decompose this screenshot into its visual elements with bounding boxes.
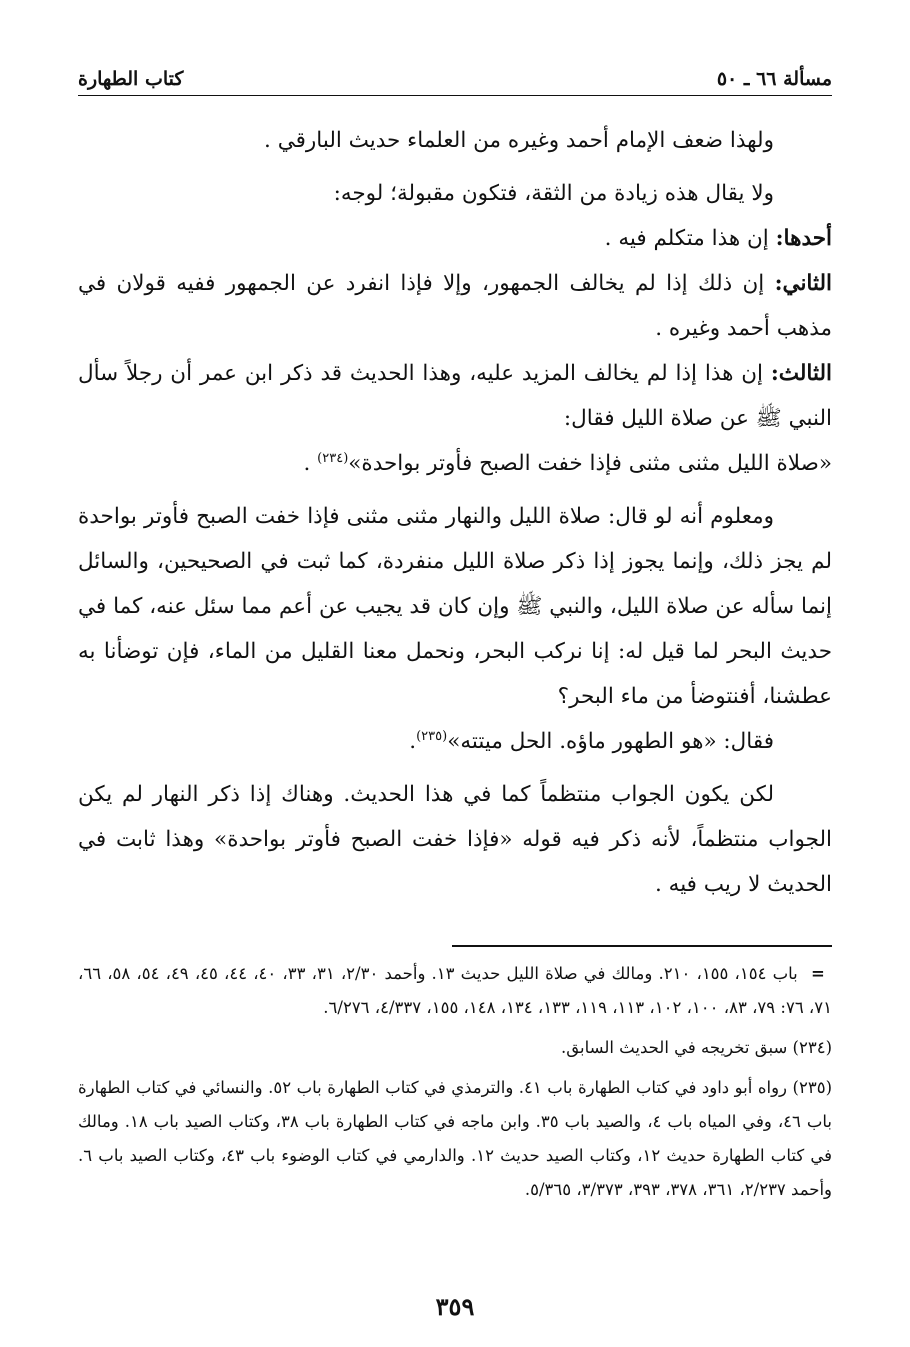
footnote-235-number: (٢٣٥): [792, 1078, 832, 1097]
footnote-separator: [452, 945, 832, 947]
paragraph-second-reason: [78, 261, 832, 351]
header-book-title: كتاب الطهارة: [78, 68, 184, 91]
continuation-mark: =: [811, 964, 825, 983]
main-text: [78, 118, 832, 915]
hadith-quote-2: [78, 719, 832, 764]
hadith-quote-2-text: فقال: «هو الطهور ماؤه. الحل ميتته»: [447, 729, 774, 754]
second-reason-text: إن ذلك إذا لم يخالف الجمهور، وإلا فإذا انفرد عن الجمهور ففيه قولان في مذهب أحمد وغيره .: [78, 271, 832, 341]
first-reason-text: إن هذا متكلم فيه .: [604, 226, 776, 251]
hadith-quote-1-text: «صلاة الليل مثنى مثنى فإذا خفت الصبح فأوتر بواحدة»: [348, 451, 832, 476]
footnote-234: [78, 1031, 832, 1065]
paragraph-2: ولا يقال هذه زيادة من الثقة، فتكون مقبولة؛ لوجه:: [333, 181, 774, 206]
paragraph-9: لكن يكون الجواب منتظماً كما في هذا الحديث. وهناك إذا ذكر النهار لم يكن الجواب منتظماً، لأنه ذكر فيه قوله «فإذا خفت الصبح فأوتر بواحدة» وهذا ثابت في الحديث لا ريب فيه .: [78, 782, 832, 897]
hadith-quote-1-end: .: [303, 451, 318, 476]
footnote-continuation: [78, 957, 832, 1025]
footnote-235-text: رواه أبو داود في كتاب الطهارة باب ٤١. والترمذي في كتاب الطهارة باب ٥٢. والنسائي في كتاب الطهارة باب ٤٦، وفي المياه باب ٤، والصيد باب ٣٥. وابن ماجه في كتاب الطهارة باب ٣٨، وكتاب الصيد باب ١٨. ومالك في كتاب الطهارة حديث ١٢، وكتاب الصيد حديث ١٢. والدارمي في كتاب الوضوء باب ٤٣، وكتاب الصيد باب ٦. وأحمد ٢/٢٣٧، ٣٦١، ٣٧٨، ٣٩٣، ٣/٣٧٣، ٥/٣٦٥.: [78, 1078, 833, 1199]
third-reason-label: الثالث:: [770, 361, 832, 386]
continuation-text: باب ١٥٤، ١٥٥، ٢١٠. ومالك في صلاة الليل حديث ١٣. وأحمد ٢/٣٠، ٣١، ٣٣، ٤٠، ٤٤، ٤٥، ٤٩، ٥٤، ٥٨، ٦٦، ٧١، ٧٦: ٧٩، ٨٣، ١٠٠، ١٠٢، ١١٣، ١١٩، ١٣٣، ١٣٤، ١٤٨، ١٥٥، ٤/٣٣٧، ٦/٢٧٦.: [78, 964, 832, 1017]
second-reason-label: الثاني:: [774, 271, 832, 296]
footnotes-section: [78, 957, 832, 1207]
footnote-ref-234: (٢٣٤): [317, 450, 349, 466]
hadith-quote-2-end: .: [409, 729, 417, 754]
paragraph-1: ولهذا ضعف الإمام أحمد وغيره من العلماء حديث البارقي .: [264, 128, 774, 153]
paragraph-first-reason: [78, 216, 832, 261]
paragraph-7: ومعلوم أنه لو قال: صلاة الليل والنهار مثنى مثنى فإذا خفت الصبح فأوتر بواحدة لم يجز ذلك، وإنما يجوز إذا ذكر صلاة الليل منفردة، كما ثبت في الصحيحين، والسائل إنما سأله عن صلاة الليل، والنبي ﷺ وإن كان قد يجيب عن أعم مما سئل عنه، كما في حديث البحر لما قيل له: إنا نركب البحر، ونحمل معنا القليل من الماء، فإن توضأنا به عطشنا، أفنتوضأ من ماء البحر؟: [78, 504, 832, 709]
page-number: ٣٥٩: [435, 1292, 475, 1321]
footnote-234-text: سبق تخريجه في الحديث السابق.: [560, 1038, 793, 1057]
footnote-235: [78, 1071, 832, 1207]
hadith-quote-1: [78, 441, 832, 486]
running-header: [78, 56, 832, 96]
paragraph-third-reason: [78, 351, 832, 441]
header-issue-number: مسألة ٦٦ ـ ٥٠: [716, 68, 832, 91]
footnote-ref-235: (٢٣٥): [416, 728, 448, 744]
third-reason-text: إن هذا إذا لم يخالف المزيد عليه، وهذا الحديث قد ذكر ابن عمر أن رجلاً سأل النبي ﷺ عن صلاة الليل فقال:: [78, 361, 832, 431]
footnote-234-number: (٢٣٤): [792, 1038, 832, 1057]
first-reason-label: أحدها:: [775, 226, 832, 251]
